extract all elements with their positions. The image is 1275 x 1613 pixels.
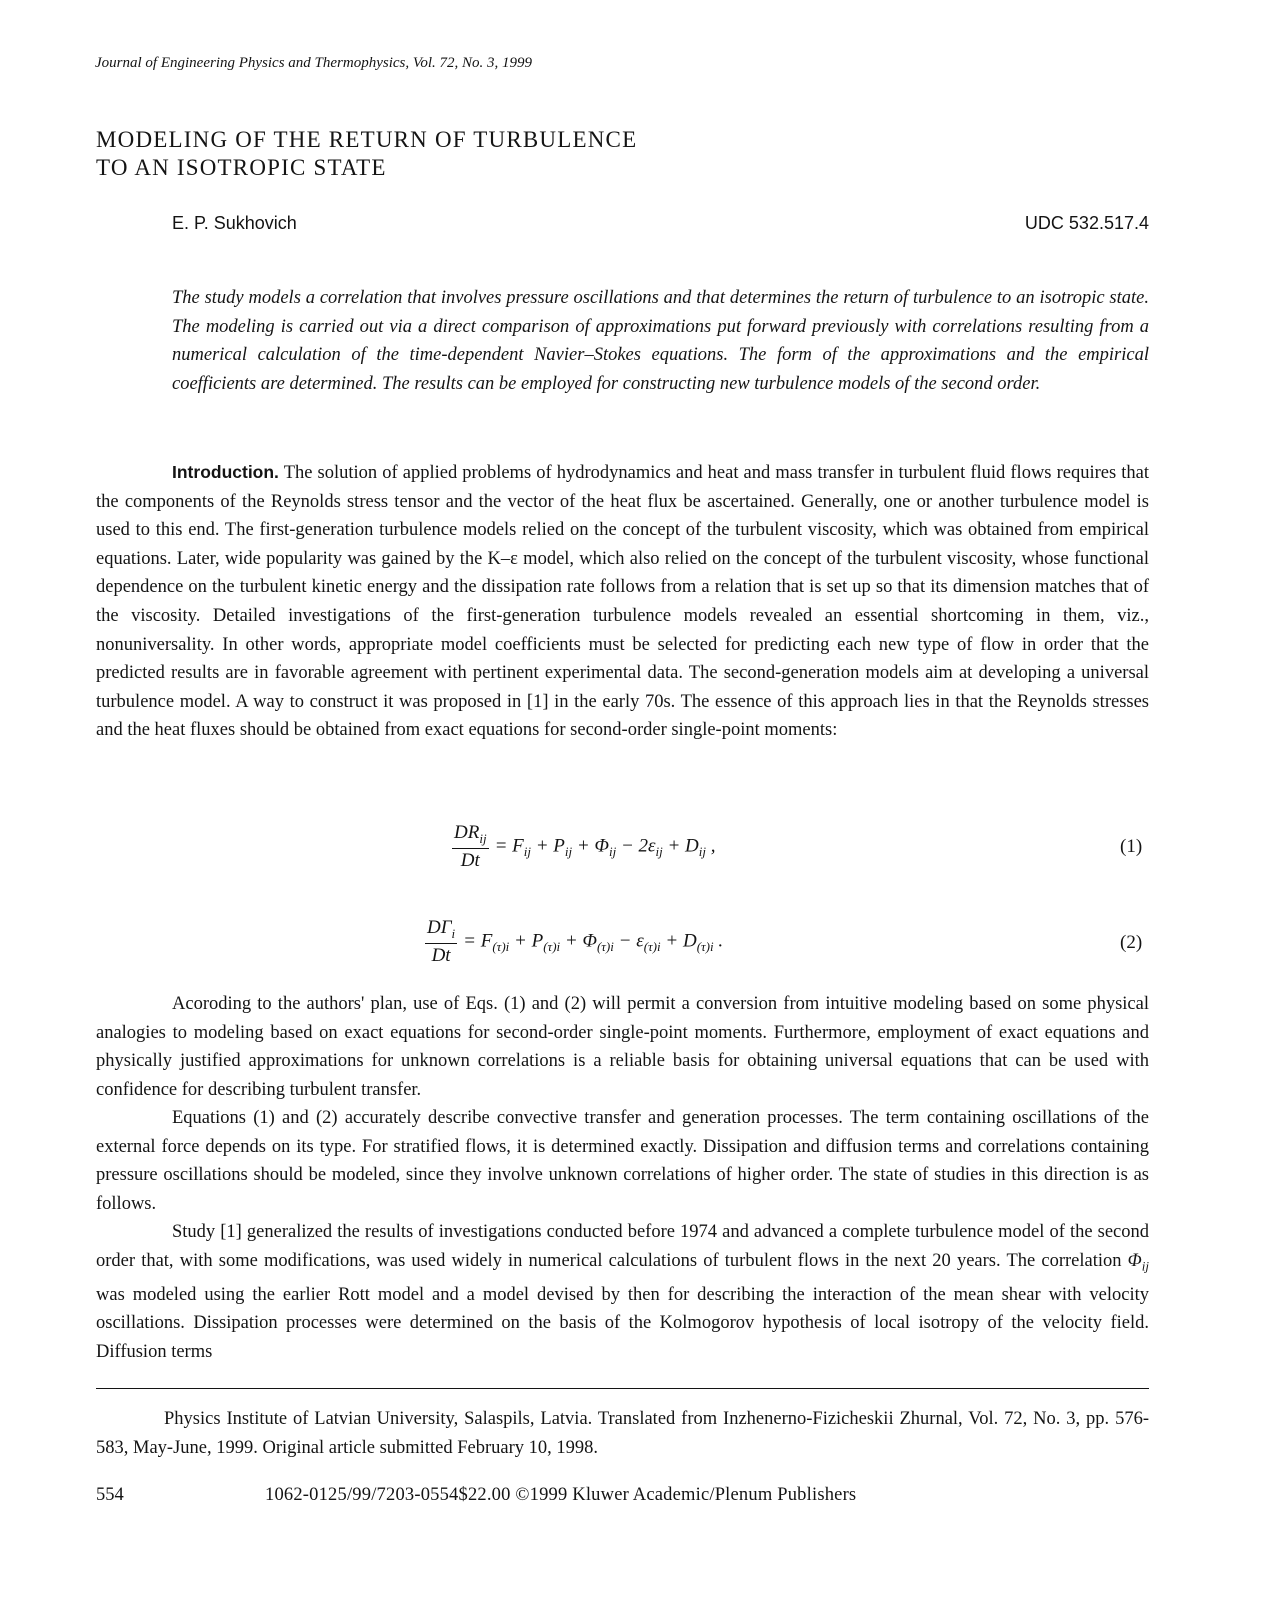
introduction-heading: Introduction. [172, 462, 279, 482]
paragraph-2 [96, 990, 1149, 1104]
abstract: The study models a correlation that involves pressure oscillations and that determines the return of turbulence to an isotropic state. The modeling is carried out via a direct comparison of approximations put forward previously with correlations resulting from a numerical calculation of the time-dependent Navier–Stokes equations. The form of the approximations and the empirical coefficients are determined. The results can be employed for constructing new turbulence models of the second order. [172, 288, 1149, 394]
title-line-2: TO AN ISOTROPIC STATE [96, 155, 387, 180]
equation-2-number: (2) [1120, 932, 1143, 953]
paragraph-4-text-a: Study [1] generalized the results of investigations conducted before 1974 and advanced a complete turbulence model of the second order that, with some modifications, was used widely in numerical calculations of turbulent flows in the next 20 years. The correlation [96, 1222, 1149, 1271]
paragraph-3 [96, 1104, 1149, 1218]
journal-header: Journal of Engineering Physics and Thermophysics, Vol. 72, No. 3, 1999 [95, 55, 533, 71]
author-name: E. P. Sukhovich [172, 213, 297, 233]
phi-ij-symbol: $\Phi_{ij}$ [1127, 1250, 1149, 1274]
article-title [96, 126, 637, 182]
footnote-text: Physics Institute of Latvian University, Salaspils, Latvia. Translated from Inzhenerno-Fizicheskii Zhurnal, Vol. 72, No. 3, pp. 576-583, May-June, 1999. Original article submitted February 10, 1998. [96, 1409, 1149, 1458]
udc-code: UDC 532.517.4 [1024, 213, 1149, 233]
paragraph-2-text: Acoroding to the authors' plan, use of Eqs. (1) and (2) will permit a conversion from intuitive modeling based on some physical analogies to modeling based on exact equations for second-order single-point moments. Furthermore, employment of exact equations and physically justified approximations for unknown correlations is a reliable basis for obtaining universal equations that can be used with confidence for describing turbulent transfer. [96, 994, 1149, 1100]
equation-2: $\frac{D\Gamma_i}{Dt}$ = $F_{(\tau)i} + P_{(\tau)i} + \Phi_{(\tau)i} - \varepsilon_{(\tau)i} + D_{(\tau)i}$ . [427, 917, 724, 966]
equation-1: $\frac{DR_{ij}}{Dt}$ = $F_{ij} + P_{ij} + \Phi_{ij} - 2\varepsilon_{ij} + D_{ij}$ , [454, 822, 716, 871]
equation-1-number: (1) [1120, 836, 1143, 857]
page-number: 554 [96, 1485, 124, 1505]
introduction-paragraph [96, 458, 1149, 745]
paragraph-3-text: Equations (1) and (2) accurately describe convective transfer and generation processes. The term containing oscillations of the external force depends on its type. For stratified flows, it is determined exactly. Dissipation and diffusion terms and correlations containing pressure oscillations should be modeled, since they involve unknown correlations of higher order. The state of studies in this direction is as follows. [96, 1108, 1149, 1214]
copyright-line: 1062-0125/99/7203-0554$22.00 ©1999 Kluwer Academic/Plenum Publishers [265, 1485, 857, 1505]
introduction-text: The solution of applied problems of hydrodynamics and heat and mass transfer in turbulent fluid flows requires that the components of the Reynolds stress tensor and the vector of the heat flux be ascertained. Generally, one or another turbulence model is used to this end. The first-generation turbulence models relied on the concept of the turbulent viscosity, which was obtained from empirical equations. Later, wide popularity was gained by the K–ε model, which also relied on the concept of the turbulent viscosity, whose functional dependence on the turbulent kinetic energy and the dissipation rate follows from a relation that is set up so that its dimension matches that of the viscosity. Detailed investigations of the first-generation turbulence models revealed an essential shortcoming in them, viz., nonuniversality. In other words, appropriate model coefficients must be selected for predicting each new type of flow in order that the predicted results are in favorable agreement with pertinent experimental data. The second-generation models aim at developing a universal turbulence model. A way to construct it was proposed in [1] in the early 70s. The essence of this approach lies in that the Reynolds stresses and the heat fluxes should be obtained from exact equations for second-order single-point moments: [96, 463, 1150, 741]
footnote [96, 1405, 1149, 1462]
paragraph-4 [96, 1218, 1149, 1367]
paragraph-4-text-b: was modeled using the earlier Rott model and a model devised by then for describing the interaction of the mean shear with velocity oscillations. Dissipation processes were determined on the basis of the Kolmogorov hypothesis of local isotropy of the velocity field. Diffusion terms [96, 1284, 1149, 1363]
footnote-divider [96, 1388, 1149, 1389]
title-line-1: MODELING OF THE RETURN OF TURBULENCE [96, 127, 638, 152]
